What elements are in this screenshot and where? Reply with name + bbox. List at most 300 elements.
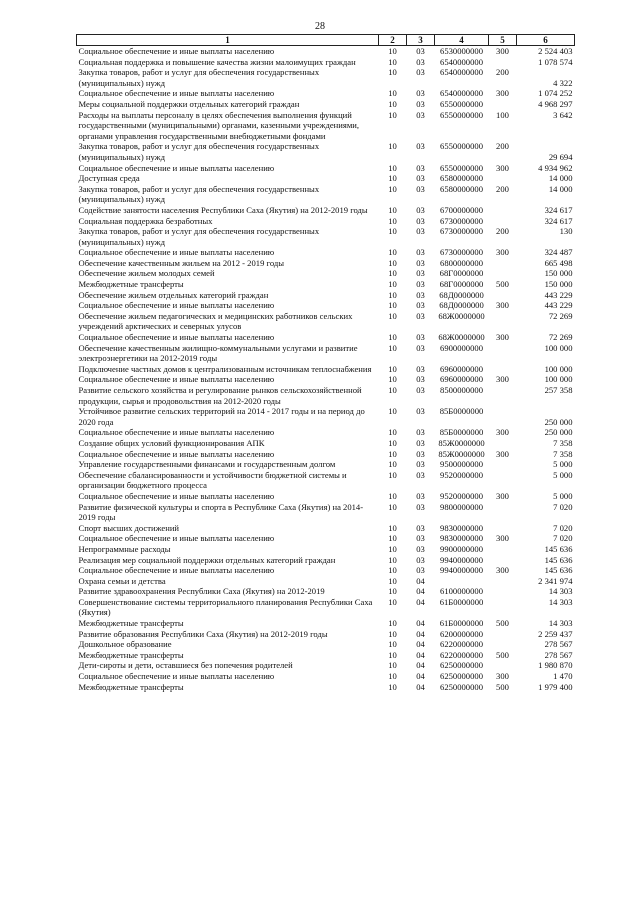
row-amount: 250 000 <box>544 427 573 438</box>
row-amount: 324 487 <box>544 247 573 258</box>
row-target-article: 68Г0000000 <box>439 279 484 290</box>
row-subsection: 04 <box>416 660 425 671</box>
row-section: 10 <box>388 639 397 650</box>
row-subsection: 04 <box>416 671 425 682</box>
row-expense-type <box>489 406 517 427</box>
row-section: 10 <box>388 618 397 629</box>
row-target-article: 6580000000 <box>440 183 483 194</box>
row-expense-type: 300 <box>496 247 509 258</box>
row-section: 10 <box>388 141 397 152</box>
row-expense-type: 300 <box>496 46 509 56</box>
row-name: Межбюджетные трансферты <box>78 279 184 290</box>
header-col-5: 5 <box>489 35 517 46</box>
row-expense-type <box>489 343 517 364</box>
row-section: 10 <box>388 448 397 459</box>
table-row <box>77 46 575 57</box>
row-subsection: 03 <box>416 332 425 343</box>
row-amount: 7 020 <box>553 522 573 533</box>
row-subsection: 03 <box>416 204 425 215</box>
row-expense-type: 300 <box>496 533 509 544</box>
row-expense-type <box>489 597 517 618</box>
row-expense-type: 200 <box>496 183 509 194</box>
row-name: Социальное обеспечение и иные выплаты населению <box>78 565 275 576</box>
row-name: Устойчивое развитие сельских территорий на 2014 - 2017 годы и на период до 2020 года <box>78 406 365 427</box>
row-name: Развитие образования Республики Саха (Якутия) на 2012-2019 годы <box>78 628 328 639</box>
header-col-2: 2 <box>379 35 407 46</box>
row-section: 10 <box>388 46 397 56</box>
row-target-article: 6700000000 <box>440 204 483 215</box>
row-section: 10 <box>388 565 397 576</box>
row-name: Межбюджетные трансферты <box>78 618 184 629</box>
row-section: 10 <box>388 247 397 258</box>
table-row <box>77 406 575 427</box>
row-amount: 4 322 <box>553 77 573 88</box>
row-expense-type <box>489 311 517 332</box>
row-subsection: 03 <box>416 173 425 184</box>
row-expense-type <box>489 470 517 491</box>
table-row <box>77 311 575 332</box>
row-section: 10 <box>388 649 397 660</box>
row-subsection: 04 <box>416 618 425 629</box>
row-section: 10 <box>388 289 397 300</box>
row-expense-type <box>489 258 517 269</box>
row-expense-type <box>489 576 517 587</box>
row-subsection: 03 <box>416 459 425 470</box>
header-col-3: 3 <box>407 35 435 46</box>
row-name: Закупка товаров, работ и услуг для обеспечения государственных (муниципальных) нужд <box>78 226 320 247</box>
row-subsection: 03 <box>416 289 425 300</box>
table-header-row <box>77 35 575 46</box>
row-subsection: 03 <box>416 226 425 237</box>
row-target-article: 6540000000 <box>440 56 483 67</box>
row-amount: 14 303 <box>548 618 573 629</box>
row-name: Закупка товаров, работ и услуг для обеспечения государственных (муниципальных) нужд <box>78 141 320 162</box>
row-target-article: 6250000000 <box>440 660 483 671</box>
row-subsection: 03 <box>416 279 425 290</box>
table-row <box>77 67 575 88</box>
row-section: 10 <box>388 310 397 321</box>
row-amount: 14 000 <box>548 183 573 194</box>
row-target-article: 6530000000 <box>440 46 483 56</box>
row-section: 10 <box>388 596 397 607</box>
row-amount: 145 636 <box>544 543 573 554</box>
row-amount: 2 341 974 <box>538 575 573 586</box>
row-expense-type <box>489 438 517 449</box>
row-expense-type <box>489 173 517 184</box>
row-amount: 100 000 <box>544 342 573 353</box>
row-target-article: 6250000000 <box>440 671 483 682</box>
table-row <box>77 332 575 343</box>
row-subsection: 03 <box>416 268 425 279</box>
row-section: 10 <box>388 575 397 586</box>
table-row <box>77 99 575 110</box>
row-expense-type: 300 <box>496 88 509 99</box>
table-row <box>77 650 575 661</box>
row-amount: 257 358 <box>544 385 573 395</box>
table-row <box>77 163 575 174</box>
row-target-article: 9500000000 <box>440 459 483 470</box>
row-target-article: 6730000000 <box>440 226 483 237</box>
row-amount: 14 000 <box>548 173 573 184</box>
row-amount: 100 000 <box>544 374 573 385</box>
row-subsection: 03 <box>416 490 425 501</box>
table-row <box>77 629 575 640</box>
table-row <box>77 247 575 258</box>
row-name: Социальная поддержка безработных <box>78 215 213 226</box>
row-amount: 14 303 <box>548 586 573 597</box>
row-name: Обеспечение сбалансированности и устойчивости бюджетной системы и организации бюджетного процесса <box>78 469 347 491</box>
row-amount: 130 <box>559 226 573 237</box>
row-section: 10 <box>388 459 397 470</box>
row-name: Социальное обеспечение и иные выплаты населению <box>78 88 275 99</box>
table-row <box>77 216 575 227</box>
table-row <box>77 374 575 385</box>
row-section: 10 <box>388 437 397 448</box>
row-expense-type <box>489 459 517 470</box>
row-expense-type: 300 <box>496 448 509 459</box>
row-name: Содействие занятости населения Республики Саха (Якутия) на 2012-2019 годы <box>78 204 368 215</box>
row-name: Развитие физической культуры и спорта в Республике Саха (Якутия) на 2014-2019 годы <box>78 501 364 523</box>
row-section: 10 <box>388 56 397 67</box>
row-amount: 2 259 437 <box>538 628 573 639</box>
row-subsection: 03 <box>416 533 425 544</box>
row-amount: 72 269 <box>548 310 573 321</box>
row-name: Межбюджетные трансферты <box>78 649 184 660</box>
row-subsection: 03 <box>416 310 425 321</box>
row-name: Обеспечение жильем отдельных категорий граждан <box>78 289 269 300</box>
row-name: Обеспечение жильем молодых семей <box>78 268 215 279</box>
page-number: 28 <box>315 21 325 32</box>
row-amount: 7 358 <box>553 448 573 459</box>
row-amount: 7 358 <box>553 437 573 448</box>
row-expense-type <box>489 639 517 650</box>
row-subsection: 03 <box>416 67 425 78</box>
row-expense-type <box>489 660 517 671</box>
row-target-article: 9940000000 <box>440 554 483 565</box>
row-subsection: 03 <box>416 109 425 120</box>
row-expense-type: 200 <box>496 141 509 152</box>
row-section: 10 <box>388 257 397 268</box>
row-section: 10 <box>388 332 397 343</box>
row-expense-type: 300 <box>496 671 509 682</box>
table-row <box>77 491 575 502</box>
table-row <box>77 226 575 247</box>
row-name: Обеспечение качественным жилищно-коммунальными услугами и развитие электроэнергетики на 2012-2019 годы <box>78 342 358 364</box>
row-target-article: 6900000000 <box>440 342 483 353</box>
row-subsection: 03 <box>416 98 425 109</box>
table-row <box>77 184 575 205</box>
row-expense-type <box>489 629 517 640</box>
header-col-4: 4 <box>435 35 489 46</box>
row-subsection: 04 <box>416 575 425 586</box>
table-row <box>77 205 575 216</box>
row-target-article: 68Д0000000 <box>439 289 484 300</box>
table-row <box>77 639 575 650</box>
row-target-article: 6550000000 <box>440 98 483 109</box>
table-row <box>77 141 575 162</box>
row-amount: 4 934 962 <box>538 162 573 173</box>
row-section: 10 <box>388 628 397 639</box>
row-section: 10 <box>388 226 397 237</box>
row-target-article: 6220000000 <box>440 639 483 650</box>
row-amount: 278 567 <box>544 639 573 650</box>
table-row <box>77 279 575 290</box>
row-amount: 1 074 252 <box>538 88 573 99</box>
row-target-article: 68Д0000000 <box>439 300 484 311</box>
row-amount: 29 694 <box>548 151 573 162</box>
row-name: Подключение частных домов к централизованным источникам теплоснабжения <box>78 363 372 374</box>
row-subsection: 04 <box>416 639 425 650</box>
row-subsection: 03 <box>416 374 425 385</box>
table-row <box>77 88 575 99</box>
row-amount: 7 020 <box>553 533 573 544</box>
row-name: Социальное обеспечение и иные выплаты населению <box>78 671 275 682</box>
table-row <box>77 502 575 523</box>
table-row <box>77 427 575 438</box>
row-expense-type: 300 <box>496 162 509 173</box>
row-subsection: 03 <box>416 257 425 268</box>
budget-table <box>76 34 575 692</box>
row-section: 10 <box>388 268 397 279</box>
table-body <box>77 46 575 693</box>
row-target-article: 6960000000 <box>440 363 483 374</box>
row-section: 10 <box>388 67 397 78</box>
row-section: 10 <box>388 109 397 120</box>
row-amount: 5 000 <box>553 469 573 480</box>
row-expense-type: 500 <box>496 649 509 660</box>
table-row <box>77 597 575 618</box>
row-amount: 443 229 <box>544 300 573 311</box>
row-target-article: 6250000000 <box>440 681 483 692</box>
row-name: Управление государственными финансами и государственным долгом <box>78 459 336 470</box>
row-section: 10 <box>388 681 397 692</box>
row-name: Межбюджетные трансферты <box>78 681 184 692</box>
row-subsection: 03 <box>416 406 425 417</box>
row-name: Обеспечение жильем педагогических и медицинских работников сельских учреждений арктических и северных улусов <box>78 310 353 332</box>
row-amount: 443 229 <box>544 289 573 300</box>
row-subsection: 04 <box>416 681 425 692</box>
row-name: Социальное обеспечение и иные выплаты населению <box>78 490 275 501</box>
row-expense-type <box>489 57 517 68</box>
row-subsection: 03 <box>416 501 425 512</box>
row-amount: 145 636 <box>544 565 573 576</box>
row-expense-type <box>489 205 517 216</box>
row-target-article: 9900000000 <box>440 543 483 554</box>
row-target-article: 85Ж0000000 <box>438 448 485 459</box>
row-name: Закупка товаров, работ и услуг для обеспечения государственных (муниципальных) нужд <box>78 183 320 205</box>
row-section: 10 <box>388 427 397 438</box>
row-subsection: 03 <box>416 141 425 152</box>
row-subsection: 03 <box>416 427 425 438</box>
row-target-article: 68Г0000000 <box>439 268 484 279</box>
row-section: 10 <box>388 660 397 671</box>
row-subsection: 03 <box>416 543 425 554</box>
row-section: 10 <box>388 490 397 501</box>
row-name: Создание общих условий функционирования АПК <box>78 437 265 448</box>
row-target-article: 85Б0000000 <box>439 427 484 438</box>
row-subsection: 04 <box>416 596 425 607</box>
row-target-article: 6550000000 <box>440 109 483 120</box>
row-target-article: 61Б0000000 <box>439 596 484 607</box>
row-amount: 1 979 400 <box>538 681 573 692</box>
row-name: Развитие сельского хозяйства и регулирование рынков сельскохозяйственной продукции, сырья и продовольствия на 2012-2020 годы <box>78 385 362 406</box>
row-target-article: 6540000000 <box>440 88 483 99</box>
row-target-article: 8500000000 <box>440 385 483 395</box>
table-row <box>77 110 575 142</box>
row-section: 10 <box>388 543 397 554</box>
row-name: Развитие здравоохранения Республики Саха (Якутия) на 2012-2019 <box>78 586 325 597</box>
row-section: 10 <box>388 215 397 226</box>
table-row <box>77 544 575 555</box>
row-target-article: 9830000000 <box>440 522 483 533</box>
row-subsection: 03 <box>416 437 425 448</box>
row-target-article: 68Ж0000000 <box>438 310 485 321</box>
row-section: 10 <box>388 162 397 173</box>
table-row <box>77 470 575 491</box>
row-name: Социальная поддержка и повышение качества жизни малоимущих граждан <box>78 56 356 67</box>
header-col-6: 6 <box>517 35 575 46</box>
table-row <box>77 565 575 576</box>
row-expense-type: 300 <box>496 565 509 576</box>
row-target-article: 6550000000 <box>440 162 483 173</box>
row-expense-type <box>489 586 517 597</box>
row-name: Социальное обеспечение и иные выплаты населению <box>78 46 275 56</box>
row-target-article: 9520000000 <box>440 469 483 480</box>
row-expense-type: 500 <box>496 618 509 629</box>
row-expense-type <box>489 290 517 301</box>
row-section: 10 <box>388 363 397 374</box>
row-target-article: 6730000000 <box>440 247 483 258</box>
row-name: Меры социальной поддержки отдельных категорий граждан <box>78 98 300 109</box>
row-amount: 150 000 <box>544 279 573 290</box>
row-name: Расходы на выплаты персоналу в целях обеспечения выполнения функций государственными (муниципальными) органами, казенными учреждениями, органами управления государственными внебюджетными фондами <box>78 109 360 141</box>
row-subsection: 03 <box>416 385 425 395</box>
table-row <box>77 173 575 184</box>
row-amount: 4 968 297 <box>538 98 573 109</box>
row-expense-type <box>489 364 517 375</box>
row-section: 10 <box>388 522 397 533</box>
row-name: Дошкольное образование <box>78 639 172 650</box>
row-section: 10 <box>388 88 397 99</box>
row-name: Реализация мер социальной поддержки отдельных категорий граждан <box>78 554 336 565</box>
row-name: Спорт высших достижений <box>78 522 180 533</box>
table-row <box>77 438 575 449</box>
table-row <box>77 618 575 629</box>
row-subsection: 03 <box>416 448 425 459</box>
row-target-article: 85Б0000000 <box>439 406 484 417</box>
row-amount: 100 000 <box>544 363 573 374</box>
row-amount: 14 303 <box>548 596 573 607</box>
row-target-article: 6800000000 <box>440 257 483 268</box>
row-amount: 250 000 <box>544 416 573 427</box>
row-amount: 1 078 574 <box>538 56 573 67</box>
row-expense-type <box>489 385 517 406</box>
row-amount: 1 980 870 <box>538 660 573 671</box>
row-expense-type <box>489 99 517 110</box>
row-name: Непрограммные расходы <box>78 543 171 554</box>
row-expense-type: 300 <box>496 300 509 311</box>
row-subsection: 03 <box>416 469 425 480</box>
row-target-article: 6960000000 <box>440 374 483 385</box>
row-subsection: 03 <box>416 247 425 258</box>
row-target-article: 9520000000 <box>440 490 483 501</box>
row-subsection: 03 <box>416 162 425 173</box>
row-subsection: 03 <box>416 46 425 56</box>
table-row <box>77 576 575 587</box>
row-expense-type: 500 <box>496 279 509 290</box>
table-row <box>77 533 575 544</box>
row-target-article: 68Ж0000000 <box>438 332 485 343</box>
table-row <box>77 385 575 406</box>
row-expense-type: 100 <box>496 109 509 120</box>
row-name: Социальное обеспечение и иные выплаты населению <box>78 427 275 438</box>
row-section: 10 <box>388 501 397 512</box>
row-section: 10 <box>388 469 397 480</box>
row-amount: 665 498 <box>544 257 573 268</box>
row-subsection: 03 <box>416 522 425 533</box>
row-amount: 2 524 403 <box>538 46 573 56</box>
table-row <box>77 459 575 470</box>
row-section: 10 <box>388 406 397 417</box>
row-target-article: 9800000000 <box>440 501 483 512</box>
row-target-article: 6540000000 <box>440 67 483 78</box>
row-amount: 1 470 <box>553 671 573 682</box>
table-row <box>77 660 575 671</box>
row-section: 10 <box>388 183 397 194</box>
row-amount: 7 020 <box>553 501 573 512</box>
row-expense-type: 200 <box>496 67 509 78</box>
row-expense-type: 300 <box>496 374 509 385</box>
row-amount: 5 000 <box>553 490 573 501</box>
table-row <box>77 364 575 375</box>
row-amount: 5 000 <box>553 459 573 470</box>
row-subsection: 04 <box>416 628 425 639</box>
row-name: Социальное обеспечение и иные выплаты населению <box>78 162 275 173</box>
row-target-article <box>435 576 489 587</box>
row-section: 10 <box>388 279 397 290</box>
row-expense-type <box>489 268 517 279</box>
table-row <box>77 258 575 269</box>
row-target-article: 9830000000 <box>440 533 483 544</box>
table-row <box>77 290 575 301</box>
row-section: 10 <box>388 173 397 184</box>
row-section: 10 <box>388 300 397 311</box>
row-name: Социальное обеспечение и иные выплаты населению <box>78 332 275 343</box>
row-target-article: 6580000000 <box>440 173 483 184</box>
table-row <box>77 300 575 311</box>
row-subsection: 03 <box>416 300 425 311</box>
row-name: Доступная среда <box>78 173 140 184</box>
row-subsection: 03 <box>416 88 425 99</box>
row-amount: 324 617 <box>544 215 573 226</box>
table-row <box>77 682 575 693</box>
table-row <box>77 555 575 566</box>
row-name: Закупка товаров, работ и услуг для обеспечения государственных (муниципальных) нужд <box>78 67 320 88</box>
row-expense-type <box>489 544 517 555</box>
row-section: 10 <box>388 671 397 682</box>
table-row <box>77 343 575 364</box>
row-amount: 150 000 <box>544 268 573 279</box>
table-row <box>77 449 575 460</box>
table-row <box>77 586 575 597</box>
row-section: 10 <box>388 342 397 353</box>
row-expense-type: 300 <box>496 332 509 343</box>
row-section: 10 <box>388 586 397 597</box>
row-subsection: 03 <box>416 183 425 194</box>
table-row <box>77 57 575 68</box>
row-subsection: 03 <box>416 363 425 374</box>
row-name: Социальное обеспечение и иные выплаты населению <box>78 300 275 311</box>
